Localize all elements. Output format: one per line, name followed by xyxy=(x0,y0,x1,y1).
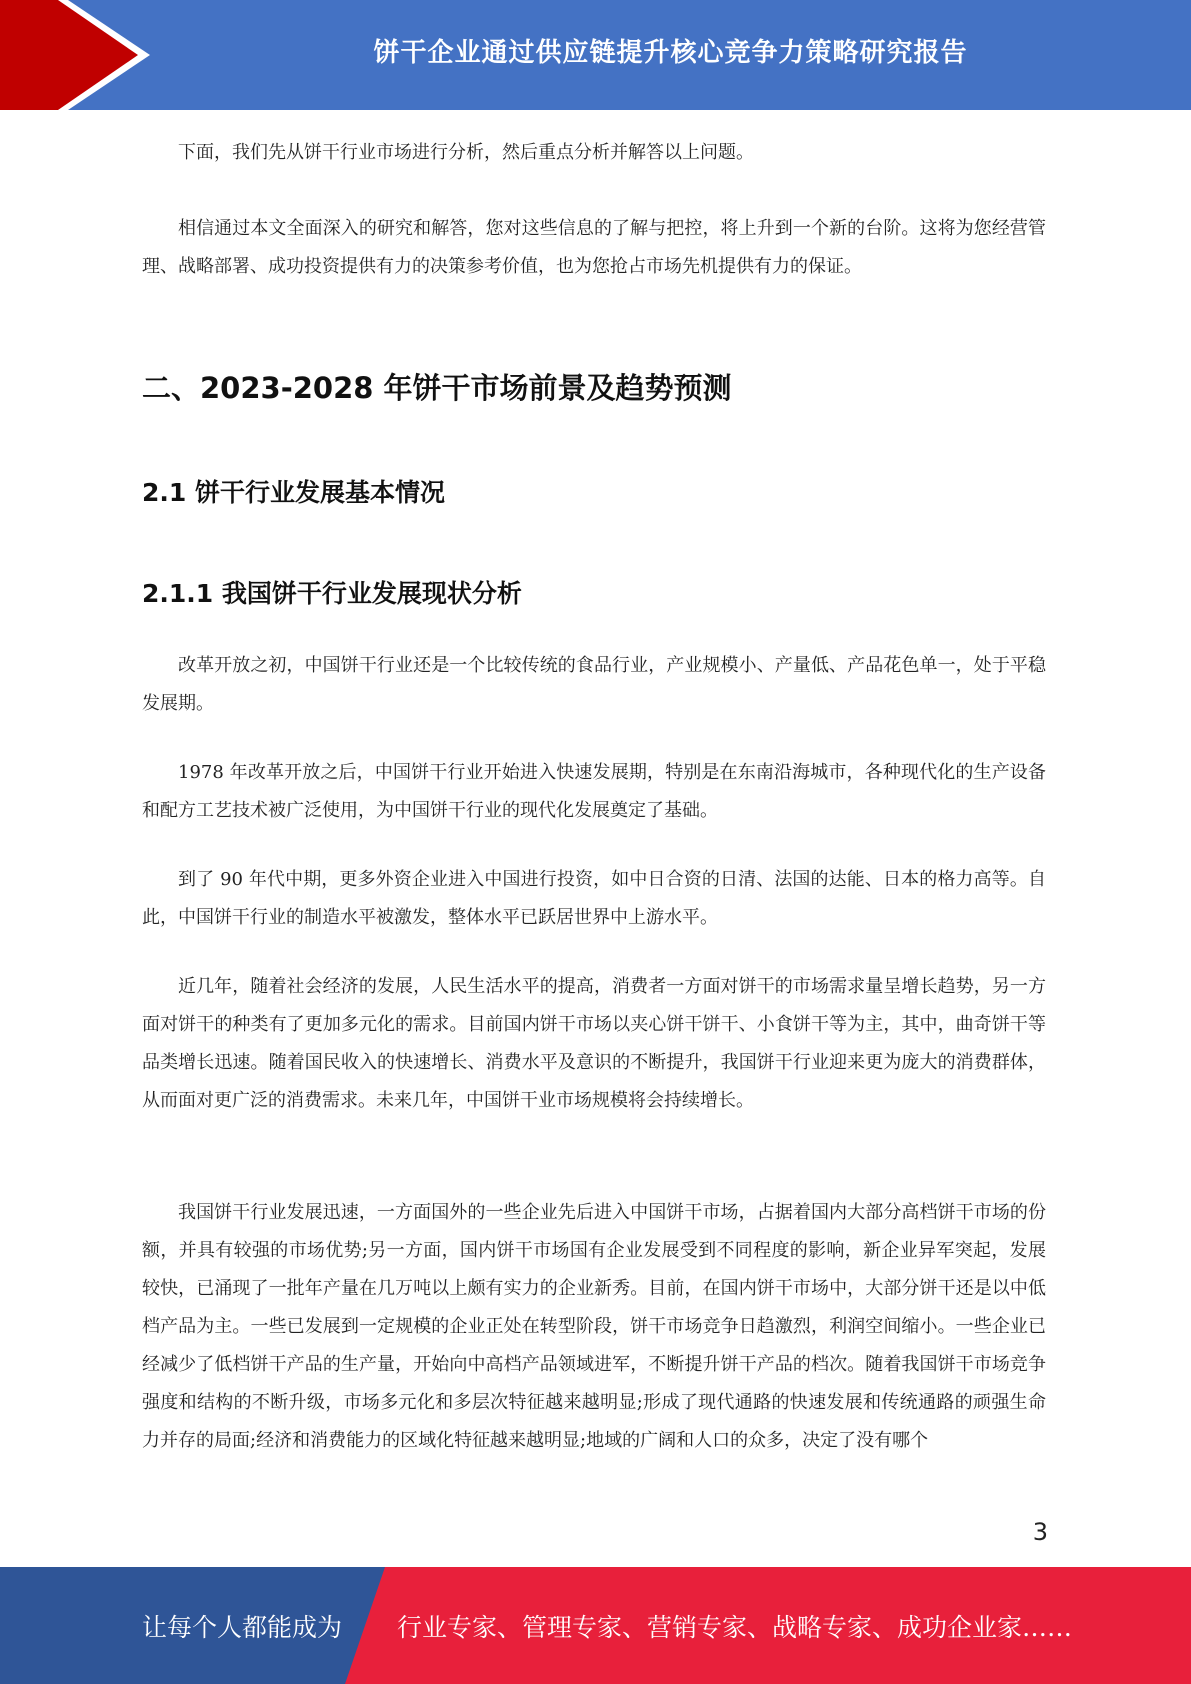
paragraph-1: 改革开放之初，中国饼干行业还是一个比较传统的食品行业，产业规模小、产量低、产品花色单一，处于平稳发展期。 xyxy=(142,655,1046,714)
section-heading: 二、2023-2028 年饼干市场前景及趋势预测 xyxy=(142,371,732,405)
page-number: 3 xyxy=(1032,1518,1048,1546)
paragraph-3: 到了 90 年代中期，更多外资企业进入中国进行投资，如中日合资的日清、法国的达能、日本的格力高等。自此，中国饼干行业的制造水平被激发，整体水平已跃居世界中上游水平。 xyxy=(142,869,1046,928)
paragraph-5: 我国饼干行业发展迅速，一方面国外的一些企业先后进入中国饼干市场，占据着国内大部分高档饼干市场的份额，并具有较强的市场优势;另一方面，国内饼干市场国有企业发展受到不同程度的影响，新企业异军突起，发展较快，已涌现了一批年产量在几万吨以上颇有实力的企业新秀。目前，在国内饼干市场中，大部分饼干还是以中低档产品为主。一些已发展到一定规模的企业正处在转型阶段，饼干市场竞争日趋激烈，利润空间缩小。一些企业已经减少了低档饼干产品的生产量，开始向中高档产品领域进军，不断提升饼干产品的档次。随着我国饼干市场竞争强度和结构的不断升级，市场多元化和多层次特征越来越明显;形成了现代通路的快速发展和传统通路的顽强生命力并存的局面;经济和消费能力的区域化特征越来越明显;地域的广阔和人口的众多，决定了没有哪个 xyxy=(142,1202,1046,1451)
paragraph-intro-2: 相信通过本文全面深入的研究和解答，您对这些信息的了解与把控，将上升到一个新的台阶。这将为您经营管理、战略部署、成功投资提供有力的决策参考价值，也为您抢占市场先机提供有力的保证。 xyxy=(142,218,1046,277)
paragraph-2: 1978 年改革开放之后，中国饼干行业开始进入快速发展期，特别是在东南沿海城市，各种现代化的生产设备和配方工艺技术被广泛使用，为中国饼干行业的现代化发展奠定了基础。 xyxy=(142,762,1046,821)
subsection-heading: 2.1 饼干行业发展基本情况 xyxy=(142,478,445,507)
document-title: 饼干企业通过供应链提升核心竞争力策略研究报告 xyxy=(373,37,968,68)
paragraph-4: 近几年，随着社会经济的发展，人民生活水平的提高，消费者一方面对饼干的市场需求量呈增长趋势，另一方面对饼干的种类有了更加多元化的需求。目前国内饼干市场以夹心饼干饼干、小食饼干等为主，其中，曲奇饼干等品类增长迅速。随着国民收入的快速增长、消费水平及意识的不断提升，我国饼干行业迎来更为庞大的消费群体，从而面对更广泛的消费需求。未来几年，中国饼干业市场规模将会持续增长。 xyxy=(142,976,1046,1111)
subsubsection-heading: 2.1.1 我国饼干行业发展现状分析 xyxy=(142,579,522,608)
paragraph-intro-1: 下面，我们先从饼干行业市场进行分析，然后重点分析并解答以上问题。 xyxy=(178,142,754,163)
footer-banner xyxy=(0,1567,1191,1684)
footer-slogan-right: 行业专家、管理专家、营销专家、战略专家、成功企业家…… xyxy=(397,1612,1073,1642)
header-arrow-icon xyxy=(0,0,150,110)
footer-slogan-left: 让每个人都能成为 xyxy=(142,1612,343,1642)
